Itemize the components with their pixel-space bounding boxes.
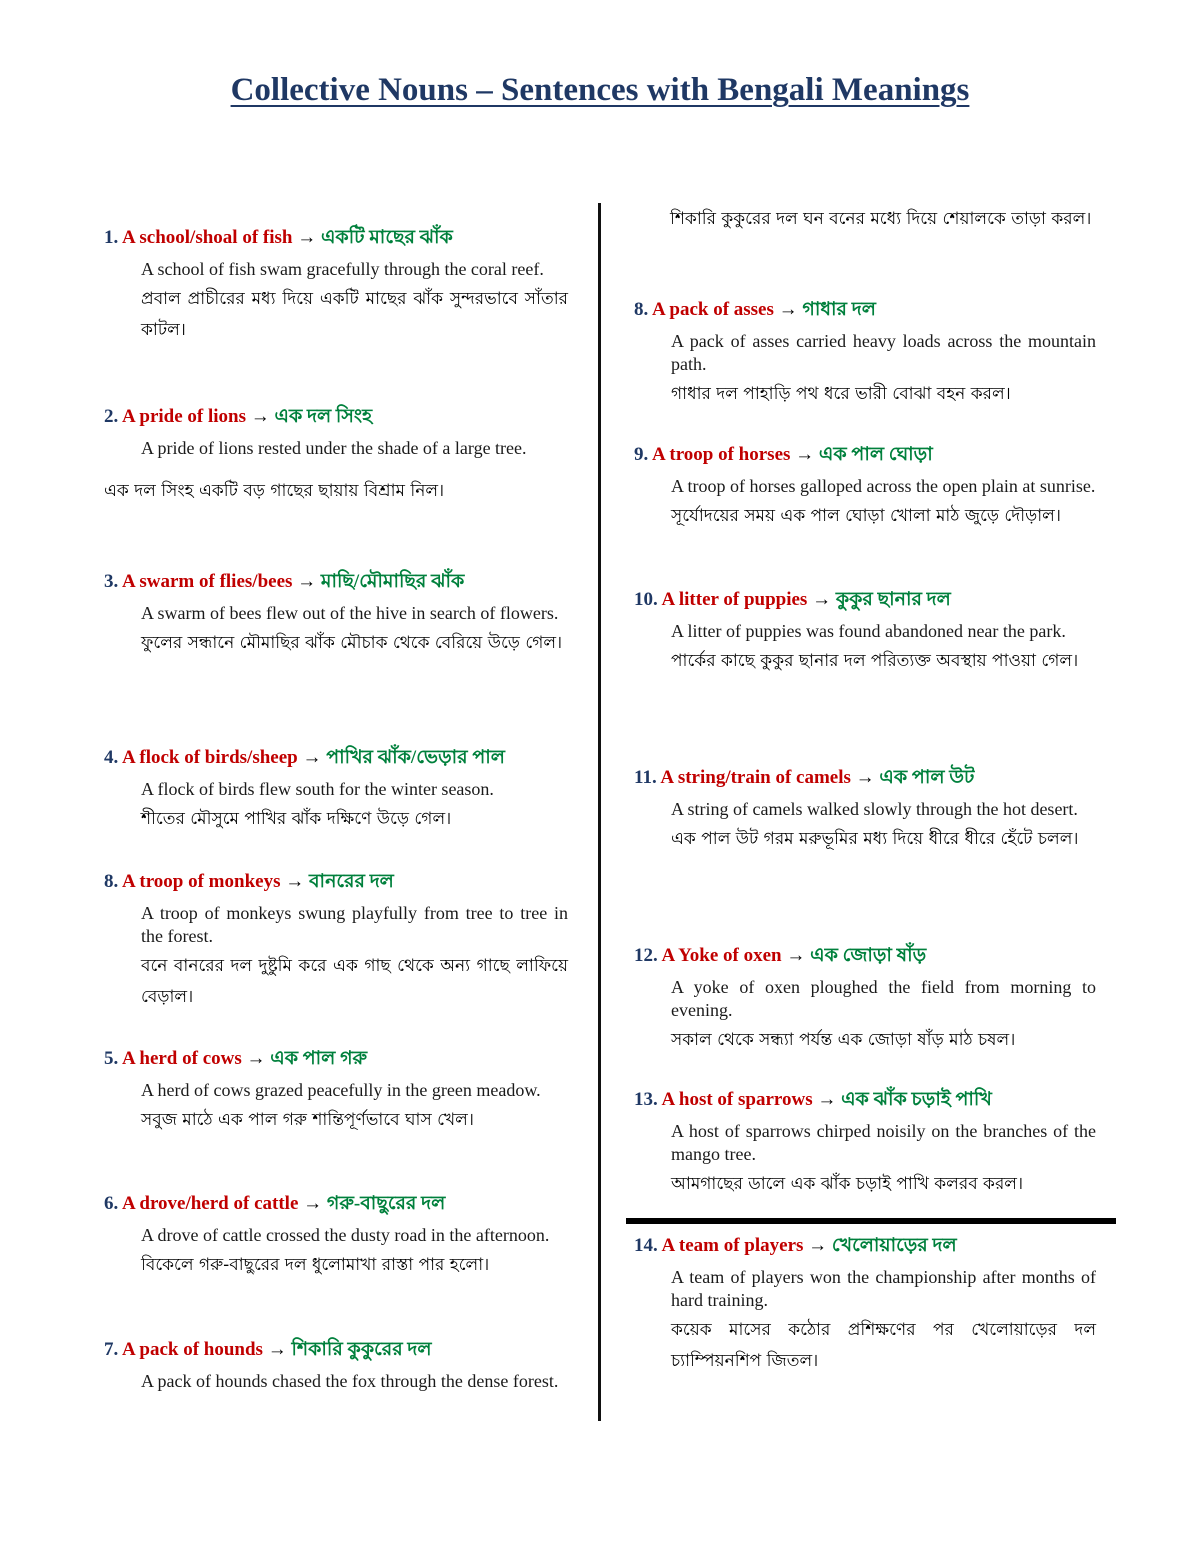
noun-entry: [634, 1234, 1096, 1377]
entry-heading: [634, 1234, 1096, 1258]
entry-term: A pack of hounds: [121, 1339, 263, 1360]
entry-arrow: →: [808, 1235, 828, 1256]
entry-number: 11.: [634, 767, 657, 788]
entry-term: A troop of monkeys: [121, 871, 281, 892]
entry-arrow: →: [267, 1339, 287, 1360]
entry-number: 8.: [634, 299, 649, 320]
section-rule: [626, 1218, 1116, 1224]
noun-entry: [104, 1047, 568, 1136]
entry-term: A flock of birds/sheep: [121, 747, 298, 768]
bengali-sentence: এক পাল উট গরম মরুভূমির মধ্য দিয়ে ধীরে ধীরে হেঁটে চলল।: [671, 829, 1079, 849]
noun-entry: [634, 588, 1096, 677]
english-sentence: A flock of birds flew south for the winter season.: [141, 779, 494, 799]
noun-entry: [104, 570, 568, 659]
noun-entry: [104, 405, 568, 507]
entry-heading: [104, 1338, 568, 1362]
entry-arrow: →: [786, 945, 806, 966]
bengali-sentence: এক দল সিংহ একটি বড় গাছের ছায়ায় বিশ্রাম নিল।: [104, 481, 445, 501]
entry-bengali-term: গরু-বাছুরের দল: [326, 1193, 446, 1214]
entry-arrow: →: [297, 227, 317, 248]
entry-heading: [104, 226, 568, 250]
entry-number: 2.: [104, 406, 119, 427]
entry-term: A string/train of camels: [660, 767, 851, 788]
entry-arrow: →: [246, 1048, 266, 1069]
entry-bengali-term: এক পাল ঘোড়া: [818, 444, 933, 465]
bengali-sentence: সকাল থেকে সন্ধ্যা পর্যন্ত এক জোড়া ষাঁড় মাঠ চষল।: [671, 1030, 1016, 1050]
english-sentence: A troop of monkeys swung playfully from tree to tree in the forest.: [141, 903, 568, 946]
entry-term: A litter of puppies: [661, 589, 808, 610]
entry-bengali-term: খেলোয়াড়ের দল: [831, 1235, 957, 1256]
english-sentence: A team of players won the championship after months of hard training.: [671, 1267, 1096, 1310]
entry-bengali-term: এক জোড়া ষাঁড়: [810, 945, 927, 966]
column-divider: [598, 203, 601, 1421]
bengali-sentence: শীতের মৌসুমে পাখির ঝাঁক দক্ষিণে উড়ে গেল।: [141, 809, 452, 829]
bengali-sentence: বনে বানরের দল দুষ্টুমি করে এক গাছ থেকে অন্য গাছে লাফিয়ে বেড়াল।: [141, 956, 568, 1007]
entry-heading: [104, 1047, 568, 1071]
entry-bengali-term: এক পাল উট: [879, 767, 975, 788]
entry-arrow: →: [855, 767, 875, 788]
entry-bengali-term: শিকারি কুকুরের দল: [291, 1339, 432, 1360]
entry-number: 10.: [634, 589, 658, 610]
bengali-sentence: আমগাছের ডালে এক ঝাঁক চড়াই পাখি কলরব করল।: [671, 1174, 1024, 1194]
english-sentence: A troop of horses galloped across the open plain at sunrise.: [671, 476, 1096, 496]
noun-entry: [634, 298, 1096, 410]
entry-heading: [104, 570, 568, 594]
noun-entry: [634, 944, 1096, 1056]
continued-bengali-sentence: শিকারি কুকুরের দল ঘন বনের মধ্যে দিয়ে শেয়ালকে তাড়া করল।: [670, 209, 1092, 229]
entry-arrow: →: [778, 299, 798, 320]
entry-arrow: →: [250, 406, 270, 427]
entry-number: 8.: [104, 871, 119, 892]
english-sentence: A pack of hounds chased the fox through the dense forest.: [141, 1371, 559, 1391]
entry-term: A swarm of flies/bees: [121, 571, 293, 592]
entry-arrow: →: [812, 589, 832, 610]
entry-number: 6.: [104, 1193, 119, 1214]
entry-heading: [634, 443, 1096, 467]
entry-arrow: →: [795, 444, 815, 465]
entry-bengali-term: এক ঝাঁক চড়াই পাখি: [841, 1089, 992, 1110]
english-sentence: A pride of lions rested under the shade of a large tree.: [141, 438, 527, 458]
entry-heading: [634, 588, 1096, 612]
english-sentence: A litter of puppies was found abandoned near the park.: [671, 621, 1066, 641]
entry-number: 1.: [104, 227, 119, 248]
noun-entry: [104, 870, 568, 1013]
bengali-sentence: পার্কের কাছে কুকুর ছানার দল পরিত্যক্ত অবস্থায় পাওয়া গেল।: [671, 651, 1079, 671]
entry-bengali-term: কুকুর ছানার দল: [835, 589, 951, 610]
noun-entry: [104, 1338, 568, 1396]
english-sentence: A swarm of bees flew out of the hive in search of flowers.: [141, 603, 559, 623]
entry-term: A team of players: [661, 1235, 804, 1256]
bengali-sentence: সবুজ মাঠে এক পাল গরু শান্তিপূর্ণভাবে ঘাস খেল।: [141, 1110, 474, 1130]
entry-term: A herd of cows: [121, 1048, 242, 1069]
english-sentence: A string of camels walked slowly through the hot desert.: [671, 799, 1078, 819]
entry-number: 4.: [104, 747, 119, 768]
page-title: Collective Nouns – Sentences with Bengali Meanings: [230, 72, 970, 108]
noun-entry: [634, 766, 1096, 855]
entry-term: A troop of horses: [651, 444, 791, 465]
entry-term: A host of sparrows: [661, 1089, 813, 1110]
entry-heading: [104, 1192, 568, 1216]
entry-arrow: →: [303, 1193, 323, 1214]
entry-arrow: →: [302, 747, 322, 768]
english-sentence: A yoke of oxen ploughed the field from morning to evening.: [671, 977, 1096, 1020]
entry-heading: [634, 298, 1096, 322]
entry-bengali-term: এক পাল গরু: [270, 1048, 368, 1069]
entry-bengali-term: গাধার দল: [802, 299, 876, 320]
noun-entry: [634, 1088, 1096, 1200]
english-sentence: A herd of cows grazed peacefully in the green meadow.: [141, 1080, 541, 1100]
entry-arrow: →: [285, 871, 305, 892]
noun-entry: [634, 443, 1096, 532]
entry-arrow: →: [817, 1089, 837, 1110]
entry-heading: [634, 766, 1096, 790]
bengali-sentence: ফুলের সন্ধানে মৌমাছির ঝাঁক মৌচাক থেকে বেরিয়ে উড়ে গেল।: [141, 633, 563, 653]
bengali-sentence: কয়েক মাসের কঠোর প্রশিক্ষণের পর খেলোয়াড়ের দল চ্যাম্পিয়নশিপ জিতল।: [671, 1320, 1096, 1371]
entry-bengali-term: একটি মাছের ঝাঁক: [320, 227, 453, 248]
entry-number: 9.: [634, 444, 649, 465]
english-sentence: A school of fish swam gracefully through the coral reef.: [141, 259, 544, 279]
entry-heading: [104, 870, 568, 894]
bengali-sentence: বিকেলে গরু-বাছুরের দল ধুলোমাখা রাস্তা পার হলো।: [141, 1255, 490, 1275]
entry-number: 14.: [634, 1235, 658, 1256]
bengali-sentence: গাধার দল পাহাড়ি পথ ধরে ভারী বোঝা বহন করল।: [671, 384, 1011, 404]
entry-bengali-term: মাছি/মৌমাছির ঝাঁক: [320, 571, 465, 592]
entry-number: 5.: [104, 1048, 119, 1069]
noun-entry: [104, 746, 568, 835]
entry-number: 3.: [104, 571, 119, 592]
entry-heading: [104, 746, 568, 770]
entry-term: A pride of lions: [121, 406, 247, 427]
entry-bengali-term: পাখির ঝাঁক/ভেড়ার পাল: [326, 747, 505, 768]
entry-bengali-term: এক দল সিংহ: [274, 406, 373, 427]
bengali-sentence: প্রবাল প্রাচীরের মধ্য দিয়ে একটি মাছের ঝাঁক সুন্দরভাবে সাঁতার কাটল।: [141, 289, 568, 340]
entry-heading: [634, 944, 1096, 968]
entry-number: 7.: [104, 1339, 119, 1360]
entry-bengali-term: বানরের দল: [308, 871, 394, 892]
entry-heading: [634, 1088, 1096, 1112]
entry-arrow: →: [297, 571, 317, 592]
english-sentence: A pack of asses carried heavy loads across the mountain path.: [671, 331, 1096, 374]
entry-heading: [104, 405, 568, 429]
entry-term: A drove/herd of cattle: [121, 1193, 299, 1214]
entry-number: 12.: [634, 945, 658, 966]
english-sentence: A drove of cattle crossed the dusty road in the afternoon.: [141, 1225, 550, 1245]
entry-term: A pack of asses: [651, 299, 774, 320]
entry-number: 13.: [634, 1089, 658, 1110]
entry-term: A Yoke of oxen: [661, 945, 782, 966]
noun-entry: [104, 1192, 568, 1281]
bengali-sentence: সূর্যোদয়ের সময় এক পাল ঘোড়া খোলা মাঠ জুড়ে দৌড়াল।: [671, 506, 1061, 526]
english-sentence: A host of sparrows chirped noisily on the branches of the mango tree.: [671, 1121, 1096, 1164]
noun-entry: [104, 226, 568, 346]
entry-term: A school/shoal of fish: [121, 227, 293, 248]
